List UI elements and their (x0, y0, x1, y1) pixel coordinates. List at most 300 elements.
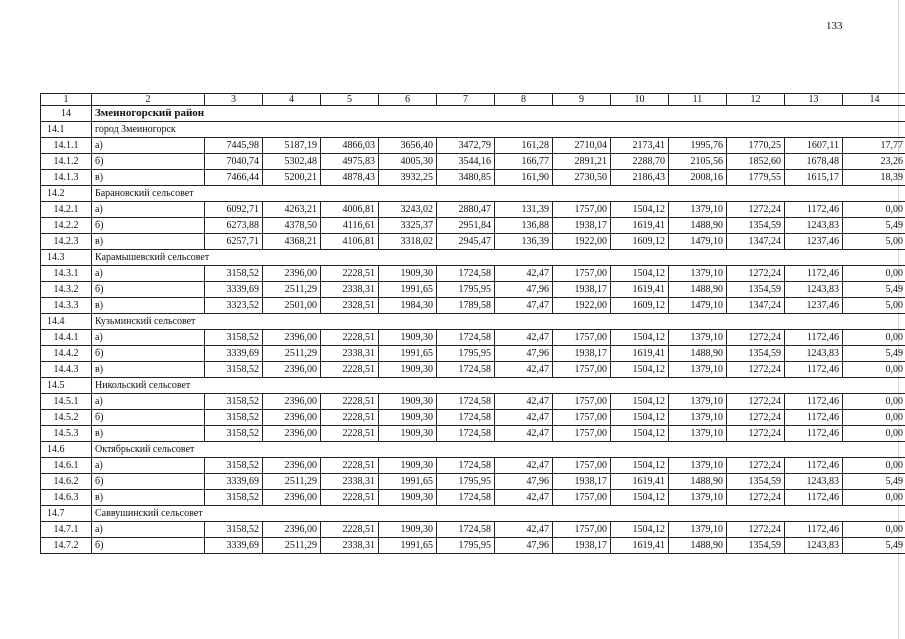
value-cell: 1938,17 (553, 282, 611, 298)
value-cell: 2228,51 (321, 458, 379, 474)
value-cell: 1678,48 (785, 154, 843, 170)
value-cell: 2228,51 (321, 394, 379, 410)
value-cell: 3158,52 (205, 266, 263, 282)
row-code: 14.4.1 (41, 330, 92, 346)
value-cell: 1757,00 (553, 394, 611, 410)
value-cell: 1379,10 (669, 202, 727, 218)
table-row (41, 330, 905, 346)
row-code: 14.1.1 (41, 138, 92, 154)
row-code: 14.4.3 (41, 362, 92, 378)
value-cell: 1243,83 (785, 218, 843, 234)
row-label: в) (92, 490, 205, 506)
value-cell: 1272,24 (727, 458, 785, 474)
row-label: б) (92, 218, 205, 234)
value-cell: 2396,00 (263, 522, 321, 538)
value-cell: 42,47 (495, 490, 553, 506)
page-number: 133 (826, 20, 843, 32)
table-row (41, 218, 905, 234)
value-cell: 1347,24 (727, 234, 785, 250)
value-cell: 1272,24 (727, 330, 785, 346)
value-cell: 1991,65 (379, 538, 437, 554)
value-cell: 7040,74 (205, 154, 263, 170)
value-cell: 1272,24 (727, 266, 785, 282)
row-code: 14.5.3 (41, 426, 92, 442)
value-cell: 1909,30 (379, 458, 437, 474)
value-cell: 2338,31 (321, 474, 379, 490)
value-cell: 1488,90 (669, 474, 727, 490)
value-cell: 2228,51 (321, 362, 379, 378)
value-cell: 1172,46 (785, 522, 843, 538)
section-row (41, 378, 905, 394)
row-label: а) (92, 458, 205, 474)
value-cell: 1938,17 (553, 538, 611, 554)
value-cell: 2396,00 (263, 458, 321, 474)
value-cell: 6257,71 (205, 234, 263, 250)
row-label: б) (92, 474, 205, 490)
value-cell: 3480,85 (437, 170, 495, 186)
table-row (41, 138, 905, 154)
value-cell: 1272,24 (727, 426, 785, 442)
value-cell: 47,96 (495, 538, 553, 554)
value-cell: 3243,02 (379, 202, 437, 218)
row-code: 14.5.2 (41, 410, 92, 426)
value-cell: 5,49 (843, 346, 905, 362)
value-cell: 2173,41 (611, 138, 669, 154)
value-cell: 1795,95 (437, 538, 495, 554)
value-cell: 1379,10 (669, 490, 727, 506)
value-cell: 3158,52 (205, 458, 263, 474)
value-cell: 1504,12 (611, 266, 669, 282)
value-cell: 1724,58 (437, 426, 495, 442)
value-cell: 47,96 (495, 346, 553, 362)
section-code: 14.2 (41, 186, 92, 202)
section-row (41, 442, 905, 458)
value-cell: 3158,52 (205, 426, 263, 442)
value-cell: 1619,41 (611, 346, 669, 362)
row-code: 14.7.1 (41, 522, 92, 538)
value-cell: 1757,00 (553, 458, 611, 474)
value-cell: 18,39 (843, 170, 905, 186)
value-cell: 42,47 (495, 410, 553, 426)
section-row (41, 250, 905, 266)
value-cell: 136,39 (495, 234, 553, 250)
value-cell: 2396,00 (263, 362, 321, 378)
value-cell: 1379,10 (669, 410, 727, 426)
table-row (41, 458, 905, 474)
value-cell: 1504,12 (611, 490, 669, 506)
column-number: 3 (205, 94, 263, 106)
value-cell: 4005,30 (379, 154, 437, 170)
column-number: 13 (785, 94, 843, 106)
value-cell: 1243,83 (785, 474, 843, 490)
value-cell: 1243,83 (785, 538, 843, 554)
row-code: 14.2.1 (41, 202, 92, 218)
value-cell: 1172,46 (785, 490, 843, 506)
value-cell: 1795,95 (437, 282, 495, 298)
value-cell: 2228,51 (321, 410, 379, 426)
value-cell: 1272,24 (727, 202, 785, 218)
value-cell: 5,00 (843, 298, 905, 314)
row-label: б) (92, 346, 205, 362)
value-cell: 2396,00 (263, 266, 321, 282)
value-cell: 2228,51 (321, 426, 379, 442)
row-code: 14.3.3 (41, 298, 92, 314)
table-row (41, 298, 905, 314)
value-cell: 1354,59 (727, 218, 785, 234)
value-cell: 1724,58 (437, 266, 495, 282)
table-row (41, 170, 905, 186)
district-code: 14 (41, 106, 92, 122)
district-row (41, 106, 905, 122)
value-cell: 1909,30 (379, 490, 437, 506)
value-cell: 1172,46 (785, 458, 843, 474)
value-cell: 17,77 (843, 138, 905, 154)
value-cell: 2228,51 (321, 330, 379, 346)
value-cell: 1379,10 (669, 394, 727, 410)
value-cell: 6092,71 (205, 202, 263, 218)
value-cell: 1909,30 (379, 394, 437, 410)
value-cell: 161,28 (495, 138, 553, 154)
value-cell: 1795,95 (437, 346, 495, 362)
value-cell: 1172,46 (785, 410, 843, 426)
value-cell: 1619,41 (611, 218, 669, 234)
table-row (41, 234, 905, 250)
value-cell: 1354,59 (727, 346, 785, 362)
value-cell: 1272,24 (727, 410, 785, 426)
table-row (41, 202, 905, 218)
value-cell: 7445,98 (205, 138, 263, 154)
row-label: а) (92, 522, 205, 538)
value-cell: 42,47 (495, 266, 553, 282)
value-cell: 5302,48 (263, 154, 321, 170)
value-cell: 3339,69 (205, 474, 263, 490)
value-cell: 3544,16 (437, 154, 495, 170)
value-cell: 1272,24 (727, 394, 785, 410)
value-cell: 1504,12 (611, 202, 669, 218)
value-cell: 1504,12 (611, 362, 669, 378)
value-cell: 1172,46 (785, 202, 843, 218)
value-cell: 4878,43 (321, 170, 379, 186)
value-cell: 4378,50 (263, 218, 321, 234)
value-cell: 2008,16 (669, 170, 727, 186)
value-cell: 3318,02 (379, 234, 437, 250)
value-cell: 3932,25 (379, 170, 437, 186)
row-code: 14.6.2 (41, 474, 92, 490)
row-code: 14.5.1 (41, 394, 92, 410)
row-label: в) (92, 362, 205, 378)
row-label: а) (92, 138, 205, 154)
row-code: 14.1.2 (41, 154, 92, 170)
value-cell: 0,00 (843, 266, 905, 282)
value-cell: 1991,65 (379, 474, 437, 490)
value-cell: 2228,51 (321, 266, 379, 282)
value-cell: 1504,12 (611, 522, 669, 538)
column-number-row (41, 94, 905, 106)
value-cell: 1757,00 (553, 202, 611, 218)
value-cell: 1479,10 (669, 234, 727, 250)
row-label: в) (92, 426, 205, 442)
value-cell: 1909,30 (379, 410, 437, 426)
value-cell: 0,00 (843, 410, 905, 426)
value-cell: 1347,24 (727, 298, 785, 314)
column-number: 10 (611, 94, 669, 106)
column-number: 8 (495, 94, 553, 106)
value-cell: 1991,65 (379, 282, 437, 298)
value-cell: 1724,58 (437, 362, 495, 378)
value-cell: 1909,30 (379, 362, 437, 378)
value-cell: 4106,81 (321, 234, 379, 250)
tariff-table (40, 93, 905, 554)
value-cell: 166,77 (495, 154, 553, 170)
value-cell: 1770,25 (727, 138, 785, 154)
value-cell: 42,47 (495, 458, 553, 474)
value-cell: 47,96 (495, 474, 553, 490)
value-cell: 1619,41 (611, 282, 669, 298)
value-cell: 5,49 (843, 218, 905, 234)
value-cell: 1724,58 (437, 394, 495, 410)
section-name: Кузьминский сельсовет (92, 314, 905, 330)
value-cell: 3339,69 (205, 282, 263, 298)
value-cell: 1379,10 (669, 426, 727, 442)
value-cell: 1938,17 (553, 218, 611, 234)
value-cell: 1991,65 (379, 346, 437, 362)
value-cell: 6273,88 (205, 218, 263, 234)
value-cell: 1757,00 (553, 330, 611, 346)
value-cell: 1488,90 (669, 538, 727, 554)
value-cell: 0,00 (843, 394, 905, 410)
table-row (41, 474, 905, 490)
value-cell: 2511,29 (263, 282, 321, 298)
section-name: Карамышевский сельсовет (92, 250, 905, 266)
value-cell: 1272,24 (727, 362, 785, 378)
section-name: Барановский сельсовет (92, 186, 905, 202)
column-number: 4 (263, 94, 321, 106)
value-cell: 1354,59 (727, 538, 785, 554)
row-label: а) (92, 266, 205, 282)
value-cell: 1779,55 (727, 170, 785, 186)
value-cell: 1379,10 (669, 362, 727, 378)
section-row (41, 122, 905, 138)
row-code: 14.1.3 (41, 170, 92, 186)
row-code: 14.6.1 (41, 458, 92, 474)
value-cell: 47,47 (495, 298, 553, 314)
value-cell: 1609,12 (611, 298, 669, 314)
value-cell: 3158,52 (205, 522, 263, 538)
section-code: 14.6 (41, 442, 92, 458)
value-cell: 1237,46 (785, 298, 843, 314)
row-label: в) (92, 298, 205, 314)
value-cell: 1757,00 (553, 522, 611, 538)
value-cell: 2396,00 (263, 394, 321, 410)
value-cell: 42,47 (495, 522, 553, 538)
column-number: 5 (321, 94, 379, 106)
value-cell: 1757,00 (553, 426, 611, 442)
value-cell: 2511,29 (263, 474, 321, 490)
value-cell: 0,00 (843, 490, 905, 506)
value-cell: 161,90 (495, 170, 553, 186)
table-row (41, 522, 905, 538)
district-name: Змеиногорский район (92, 106, 905, 122)
row-label: б) (92, 410, 205, 426)
value-cell: 3323,52 (205, 298, 263, 314)
section-code: 14.3 (41, 250, 92, 266)
value-cell: 131,39 (495, 202, 553, 218)
value-cell: 1909,30 (379, 330, 437, 346)
value-cell: 1795,95 (437, 474, 495, 490)
value-cell: 2228,51 (321, 490, 379, 506)
value-cell: 0,00 (843, 522, 905, 538)
value-cell: 23,26 (843, 154, 905, 170)
value-cell: 1938,17 (553, 474, 611, 490)
section-name: Саввушинский сельсовет (92, 506, 905, 522)
section-name: Октябрьский сельсовет (92, 442, 905, 458)
row-label: в) (92, 234, 205, 250)
value-cell: 47,96 (495, 282, 553, 298)
value-cell: 3158,52 (205, 490, 263, 506)
value-cell: 1504,12 (611, 330, 669, 346)
value-cell: 1757,00 (553, 362, 611, 378)
table-row (41, 154, 905, 170)
row-label: б) (92, 538, 205, 554)
row-code: 14.2.3 (41, 234, 92, 250)
table-row (41, 362, 905, 378)
value-cell: 5187,19 (263, 138, 321, 154)
value-cell: 1724,58 (437, 490, 495, 506)
value-cell: 3325,37 (379, 218, 437, 234)
value-cell: 2338,31 (321, 282, 379, 298)
table-row (41, 538, 905, 554)
section-code: 14.5 (41, 378, 92, 394)
value-cell: 2105,56 (669, 154, 727, 170)
value-cell: 2945,47 (437, 234, 495, 250)
value-cell: 1272,24 (727, 490, 785, 506)
value-cell: 2396,00 (263, 490, 321, 506)
table-row (41, 266, 905, 282)
value-cell: 42,47 (495, 426, 553, 442)
column-number: 14 (843, 94, 905, 106)
value-cell: 2338,31 (321, 346, 379, 362)
row-label: в) (92, 170, 205, 186)
column-number: 7 (437, 94, 495, 106)
value-cell: 0,00 (843, 362, 905, 378)
value-cell: 0,00 (843, 426, 905, 442)
value-cell: 3656,40 (379, 138, 437, 154)
value-cell: 1172,46 (785, 394, 843, 410)
value-cell: 2511,29 (263, 346, 321, 362)
value-cell: 2891,21 (553, 154, 611, 170)
row-code: 14.3.1 (41, 266, 92, 282)
column-number: 6 (379, 94, 437, 106)
value-cell: 1922,00 (553, 298, 611, 314)
value-cell: 1619,41 (611, 474, 669, 490)
value-cell: 1609,12 (611, 234, 669, 250)
row-label: а) (92, 330, 205, 346)
value-cell: 2228,51 (321, 522, 379, 538)
value-cell: 5200,21 (263, 170, 321, 186)
value-cell: 1619,41 (611, 538, 669, 554)
value-cell: 5,49 (843, 474, 905, 490)
value-cell: 5,49 (843, 538, 905, 554)
column-number: 1 (41, 94, 92, 106)
row-code: 14.4.2 (41, 346, 92, 362)
value-cell: 136,88 (495, 218, 553, 234)
value-cell: 1909,30 (379, 426, 437, 442)
value-cell: 1243,83 (785, 282, 843, 298)
value-cell: 1995,76 (669, 138, 727, 154)
value-cell: 2396,00 (263, 426, 321, 442)
row-code: 14.6.3 (41, 490, 92, 506)
column-number: 12 (727, 94, 785, 106)
value-cell: 1379,10 (669, 266, 727, 282)
table-row (41, 282, 905, 298)
value-cell: 1504,12 (611, 426, 669, 442)
value-cell: 1984,30 (379, 298, 437, 314)
section-name: город Змеиногорск (92, 122, 905, 138)
value-cell: 3339,69 (205, 538, 263, 554)
value-cell: 1504,12 (611, 410, 669, 426)
section-name: Никольский сельсовет (92, 378, 905, 394)
row-label: а) (92, 394, 205, 410)
value-cell: 1272,24 (727, 522, 785, 538)
value-cell: 3339,69 (205, 346, 263, 362)
table-row (41, 410, 905, 426)
section-code: 14.7 (41, 506, 92, 522)
value-cell: 3158,52 (205, 394, 263, 410)
value-cell: 1172,46 (785, 266, 843, 282)
value-cell: 1379,10 (669, 522, 727, 538)
value-cell: 4006,81 (321, 202, 379, 218)
value-cell: 2710,04 (553, 138, 611, 154)
value-cell: 2730,50 (553, 170, 611, 186)
value-cell: 1354,59 (727, 282, 785, 298)
value-cell: 2511,29 (263, 538, 321, 554)
value-cell: 3158,52 (205, 362, 263, 378)
value-cell: 1488,90 (669, 218, 727, 234)
value-cell: 1172,46 (785, 426, 843, 442)
value-cell: 1504,12 (611, 458, 669, 474)
value-cell: 1354,59 (727, 474, 785, 490)
row-label: б) (92, 282, 205, 298)
value-cell: 1724,58 (437, 330, 495, 346)
value-cell: 2186,43 (611, 170, 669, 186)
value-cell: 4263,21 (263, 202, 321, 218)
value-cell: 1938,17 (553, 346, 611, 362)
table-body (41, 94, 905, 554)
section-row (41, 186, 905, 202)
row-code: 14.3.2 (41, 282, 92, 298)
value-cell: 1922,00 (553, 234, 611, 250)
value-cell: 2951,84 (437, 218, 495, 234)
table-row (41, 426, 905, 442)
value-cell: 2396,00 (263, 330, 321, 346)
value-cell: 1237,46 (785, 234, 843, 250)
row-code: 14.2.2 (41, 218, 92, 234)
value-cell: 1488,90 (669, 282, 727, 298)
value-cell: 1479,10 (669, 298, 727, 314)
value-cell: 1724,58 (437, 458, 495, 474)
value-cell: 1504,12 (611, 394, 669, 410)
table-row (41, 490, 905, 506)
value-cell: 1615,17 (785, 170, 843, 186)
section-code: 14.4 (41, 314, 92, 330)
value-cell: 1757,00 (553, 266, 611, 282)
value-cell: 1379,10 (669, 458, 727, 474)
value-cell: 1607,11 (785, 138, 843, 154)
value-cell: 1757,00 (553, 490, 611, 506)
value-cell: 2880,47 (437, 202, 495, 218)
value-cell: 1909,30 (379, 266, 437, 282)
value-cell: 7466,44 (205, 170, 263, 186)
